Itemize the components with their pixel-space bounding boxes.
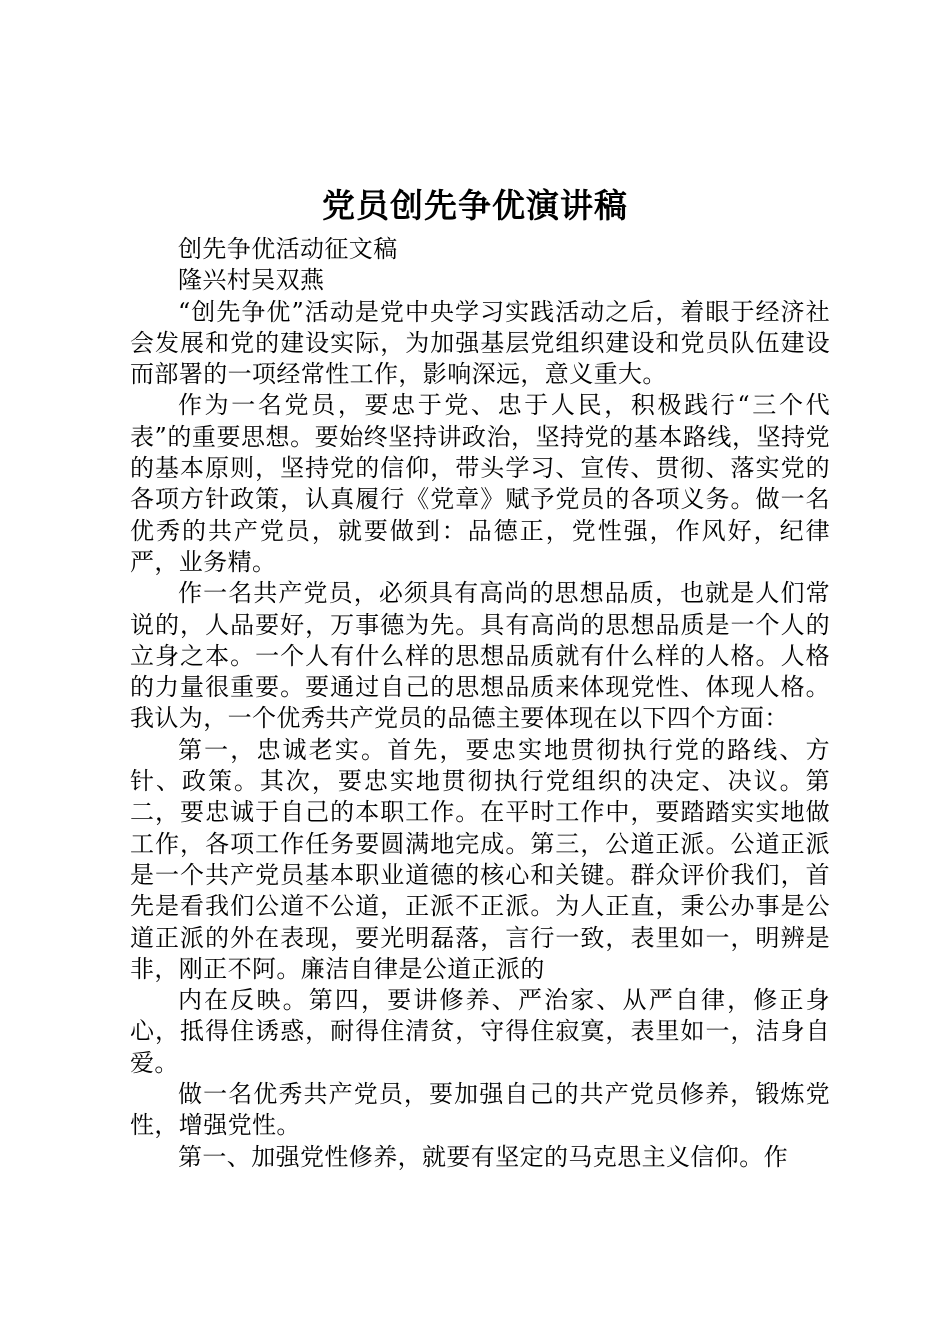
document-title: 党员创先争优演讲稿 <box>322 186 628 225</box>
body-paragraph: 作一名共产党员，必须具有高尚的思想品质，也就是人们常说的，人品要好，万事德为先。具有高尚的思想品质是一个人的立身之本。一个人有什么样的思想品质就有什么样的人格。人格的力量很重要。要通过自己的思想品质来体现党性、体现人格。我认为，一个优秀共产党员的品德主要体现在以下四个方面： <box>130 579 830 733</box>
body-paragraph: 内在反映。第四，要讲修养、严治家、从严自律，修正身心，抵得住诱惑，耐得住清贫，守得住寂寞，表里如一，洁身自爱。 <box>130 986 830 1077</box>
body-paragraph: 第一、加强党性修养，就要有坚定的马克思主义信仰。作 <box>178 1142 788 1171</box>
document-body <box>130 234 830 1173</box>
subtitle-paragraph: 创先争优活动征文稿 <box>178 235 398 263</box>
body-paragraph: 第一，忠诚老实。首先，要忠实地贯彻执行党的路线、方针、政策。其次，要忠实地贯彻执行党组织的决定、决议。第二，要忠诚于自己的本职工作。在平时工作中，要踏踏实实地做工作，各项工作任务要圆满地完成。第三，公道正派。公道正派是一个共产党员基本职业道德的核心和关键。群众评价我们，首先是看我们公道不公道，正派不正派。为人正直，秉公办事是公道正派的外在表现，要光明磊落，言行一致，表里如一，明辨是非，刚正不阿。廉洁自律是公道正派的 <box>130 735 830 983</box>
author-paragraph: 隆兴村吴双燕 <box>178 266 325 295</box>
body-paragraph: 做一名优秀共产党员，要加强自己的共产党员修养，锻炼党性，增强党性。 <box>130 1080 830 1140</box>
body-paragraph: 作为一名党员，要忠于党、忠于人民，积极践行“三个代表”的重要思想。要始终坚持讲政治，坚持党的基本路线，坚持党的基本原则，坚持党的信仰，带头学习、宣传、贯彻、落实党的各项方针政策，认真履行《党章》赋予党员的各项义务。做一名优秀的共产党员，就要做到：品德正，党性强，作风好，纪律严，业务精。 <box>130 391 830 576</box>
body-paragraph: “创先争优”活动是党中央学习实践活动之后，着眼于经济社会发展和党的建设实际，为加强基层党组织建设和党员队伍建设而部署的一项经常性工作，影响深远，意义重大。 <box>130 297 830 389</box>
